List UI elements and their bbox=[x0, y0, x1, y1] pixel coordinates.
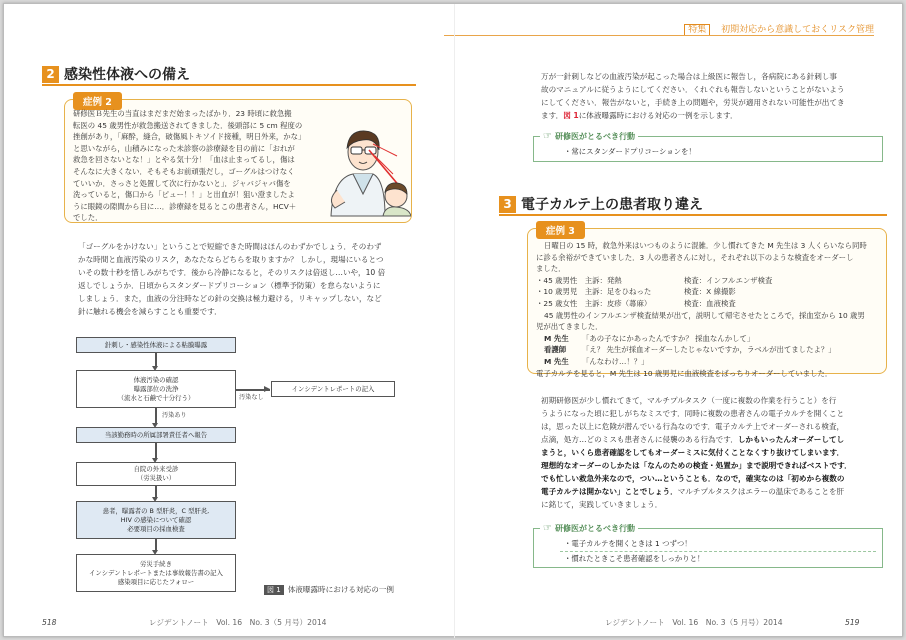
flow-step-exposure bbox=[76, 337, 236, 353]
journal-info: レジデントノート Vol. 16 No. 3（5 月号）2014 bbox=[148, 618, 327, 627]
patient-test: 検査：X 線撮影 bbox=[684, 287, 736, 297]
speaker: M 先生 bbox=[544, 333, 569, 343]
action-heading bbox=[540, 523, 638, 534]
flow-text: 曝露部位の洗浄 bbox=[133, 384, 179, 393]
footer-left bbox=[42, 617, 422, 628]
journal-info: レジデントノート Vol. 16 No. 3（5 月号）2014 bbox=[605, 618, 783, 627]
case-line: 電子カルテを見ると，M 先生は 10 歳男児に血液検査をばっちりオーダーしていました． bbox=[536, 368, 833, 378]
page-number: 519 bbox=[844, 618, 860, 627]
page-number: 518 bbox=[42, 618, 57, 627]
action-item: ・常にスタンダードプリコーションを！ bbox=[564, 147, 696, 156]
case-text bbox=[73, 108, 325, 224]
text-line: に銘じて，実践していきましょう． bbox=[541, 500, 663, 509]
body-paragraph-3 bbox=[541, 394, 885, 511]
action-item: ・電子カルテを開くときは 1 つずつ！ bbox=[564, 539, 692, 548]
section-number: 3 bbox=[499, 196, 516, 213]
text-bold-segment: 電子カルテは開かない」ことでしょう． bbox=[541, 487, 678, 496]
text-bold-segment: しかもいったんオーダーしてし bbox=[737, 435, 845, 444]
speaker: 看護師 bbox=[544, 345, 567, 355]
case-line: うに眼鏡の隙間から目に…．診療録を見るとこの患者さん，HCV＋ bbox=[73, 201, 297, 211]
text-line: 針に触れる機会を減らすことも重要です． bbox=[78, 307, 222, 316]
case-line: ていいか．さっさと処置して次に行かないと」．ジャバジャバ傷を bbox=[73, 178, 291, 188]
text-line bbox=[541, 485, 885, 498]
patient-row bbox=[536, 286, 884, 298]
flow-text: 必要項目の採血検査 bbox=[127, 524, 185, 533]
flow-arrow bbox=[155, 486, 157, 498]
section-title: 感染性体液への備え bbox=[64, 67, 190, 83]
case-line: 45 歳男性のインフルエンザ検査結果が出て，説明して帰宅させたところで，採血室から 10 歳男 bbox=[544, 310, 865, 320]
text-line: かな時間と血液汚染のリスク，あなたならどちらを取りますか？ しかし，現場にいるとつ bbox=[78, 255, 384, 264]
text-line: 万が一針刺しなどの血液汚染が起こった場合は上級医に報告し，各病院にある針刺し事 bbox=[541, 72, 837, 81]
text-line: 故のマニュアルに従うようにしてください．くれぐれも報告しないということがないよう bbox=[541, 85, 845, 94]
flow-step-report-supervisor bbox=[76, 427, 236, 443]
action-box-1 bbox=[533, 131, 883, 162]
flow-text: （流水と石鹸で十分行う） bbox=[117, 393, 195, 402]
action-heading-text: 研修医がとるべき行動 bbox=[554, 524, 635, 533]
text-line: は，思った以上に危険が潜んでいる行為なのです．電子カルテ上でオーダーされる検査， bbox=[541, 422, 845, 431]
pointing-hand-icon: ☞ bbox=[543, 523, 552, 534]
case-text bbox=[536, 240, 884, 379]
patient-desc: ・45 歳男性 主訴：発熱 bbox=[536, 275, 622, 285]
text-line bbox=[541, 109, 881, 122]
text-bold-segment: まうと，いくら患者確認をしてもオーダーミスに気付くことなくすり抜けてしまいます． bbox=[541, 448, 845, 457]
case-box-2 bbox=[64, 99, 412, 223]
flow-arrow bbox=[155, 539, 157, 551]
figure-reference[interactable]: 図 1 bbox=[563, 111, 579, 120]
text-line: うようになった頃に犯しがちなミスです．同時に複数の患者さんの電子カルテを開くこと bbox=[541, 409, 845, 418]
dialog-line bbox=[536, 333, 884, 345]
flow-step-outpatient bbox=[76, 462, 236, 486]
case-box-3 bbox=[527, 226, 887, 378]
footer-right bbox=[605, 617, 885, 628]
flow-text: 患者，曝露者の B 型肝炎，C 型肝炎, bbox=[102, 506, 210, 515]
pointing-hand-icon: ☞ bbox=[543, 131, 552, 142]
case-label: 症例 2 bbox=[73, 92, 122, 110]
action-item: ・慣れたときこそ患者確認をしっかりと！ bbox=[564, 554, 705, 563]
text-line: にしてください．報告がないと，手続き上の問題や，労災が適用されない可能性が出てき bbox=[541, 98, 845, 107]
feature-title: 初期対応から意識しておくリスク管理 bbox=[721, 25, 874, 35]
case-line: そんなに大きくない．そもそもお前頑張だし，ゴーグルはつけなく bbox=[73, 166, 295, 176]
action-heading bbox=[540, 131, 638, 142]
intro-paragraph bbox=[541, 70, 881, 122]
flow-text: 当該勤務時の所属部署責任者へ報告 bbox=[104, 430, 208, 439]
figure-caption bbox=[264, 584, 394, 595]
text-line bbox=[541, 446, 885, 459]
case-line: と思いながら，山積みになった未診察の診療録を目の前に「おれが bbox=[73, 143, 295, 153]
page-left bbox=[4, 4, 454, 638]
text-bold-segment: でも忙しい救急外来なので，つい…ということも．なので，確実なのは「初めから複数の bbox=[541, 474, 845, 483]
section-heading-2 bbox=[42, 64, 190, 84]
section-title: 電子カルテ上の患者取り違え bbox=[521, 197, 703, 213]
action-heading-text: 研修医がとるべき行動 bbox=[554, 132, 635, 141]
flow-text: 感染項目に応じたフォロー bbox=[117, 577, 195, 586]
case-line: に診る余裕ができていました．3 人の患者さんに対し，それぞれ以下のような検査をオーダーし bbox=[536, 252, 854, 262]
flow-text: 自院の外来受診 bbox=[133, 465, 179, 473]
case-line: 挫創があり，「麻酔，縫合，破傷風トキソイド接種，明日外来，かな」 bbox=[73, 132, 306, 142]
flow-label-no-contamination: 汚染なし bbox=[239, 394, 264, 401]
utterance: 「あの子なにかあったんですか？ 採血なんかして」 bbox=[582, 333, 755, 343]
patient-desc: ・25 歳女性 主訴：皮疹（蕁麻） bbox=[536, 298, 652, 308]
flow-text: （労災扱い） bbox=[136, 474, 176, 482]
section-heading-3 bbox=[499, 194, 703, 214]
patient-row bbox=[536, 275, 884, 287]
text-line: 「ゴーグルをかけない」ということで短縮できた時間はほんのわずかでしょう．そのわず bbox=[78, 242, 382, 251]
flow-text: 体液汚染の確認 bbox=[133, 375, 179, 384]
flow-label-contamination: 汚染あり bbox=[162, 412, 187, 419]
text-segment: ます． bbox=[541, 111, 564, 120]
flow-text: インシデントレポートの記入 bbox=[291, 384, 375, 393]
page-right bbox=[454, 4, 904, 638]
flow-arrow bbox=[155, 408, 157, 424]
section-number: 2 bbox=[42, 66, 59, 83]
flow-text: 労災手続き bbox=[140, 559, 172, 568]
text-segment: に体液曝露時における対応の一例を示します． bbox=[578, 111, 738, 120]
text-segment: 点滴，処方…どのミスも患者さんに侵襲のある行為です． bbox=[541, 435, 738, 444]
flow-text: HIV の感染について確認 bbox=[120, 515, 192, 524]
text-line: いその数十秒を惜しみがちです．後から冷静になると，そのリスクは倍返し…いや，10 倍 bbox=[78, 268, 386, 277]
patient-desc: ・10 歳男児 主訴：足をひねった bbox=[536, 287, 652, 297]
case-line: 児が出てきました． bbox=[536, 322, 603, 332]
text-line: しましょう．また，血液の分注時などの針の交換は極力避ける，リキャップしない，など bbox=[78, 294, 382, 303]
case-line: 転医の 45 歳男性が救急搬送されてきました．後頭部に 5 cm 程度の bbox=[73, 120, 303, 130]
flow-text: 針刺し・感染性体液による粘膜曝露 bbox=[104, 340, 208, 349]
flow-step-wash bbox=[76, 370, 236, 408]
patient-test: 検査：インフルエンザ検査 bbox=[684, 275, 773, 285]
section-underline bbox=[42, 84, 416, 86]
patient-row bbox=[536, 298, 884, 310]
case-line: ました． bbox=[536, 264, 566, 274]
case-line: でした． bbox=[73, 213, 103, 223]
flow-step-incident-report bbox=[271, 381, 395, 397]
text-line: 返しでしょうか．日頃からスタンダードプリコーション（標準予防策）を怠らないように bbox=[78, 281, 381, 290]
dialog-line bbox=[536, 356, 884, 368]
action-box-2 bbox=[533, 523, 883, 568]
speaker: M 先生 bbox=[544, 356, 569, 366]
flow-arrow bbox=[155, 353, 157, 367]
dialog-line bbox=[536, 344, 884, 356]
flow-text: インシデントレポートまたは事故報告書の記入 bbox=[89, 568, 223, 577]
text-line bbox=[541, 459, 885, 472]
figure-tag: 図 1 bbox=[264, 585, 284, 595]
text-line bbox=[541, 472, 885, 485]
utterance: 「んなわけ…！？」 bbox=[582, 356, 649, 366]
text-bold-segment: 理想的なオーダーのしかたは「なんのための検査・処置か」まで説明できればベストです． bbox=[541, 461, 852, 470]
flow-step-followup bbox=[76, 554, 236, 592]
case-line: 日曜日の 15 時，救急外来はいつものように混雑．少し慣れてきた M 先生は 3 人くらいなら同時 bbox=[544, 241, 867, 250]
figure-caption-text: 体液曝露時における対応の一例 bbox=[287, 585, 394, 594]
flow-step-blood-test bbox=[76, 501, 236, 539]
case-line: 洗っていると，傷口から「ピュー！！」と出血が！狙い澄ましたよ bbox=[73, 190, 295, 200]
doctor-patient-illustration bbox=[323, 116, 411, 220]
flow-arrow bbox=[155, 443, 157, 459]
journal-spread bbox=[3, 3, 903, 637]
flow-side-arrowhead bbox=[264, 386, 270, 392]
body-paragraph bbox=[78, 240, 424, 318]
text-line: 初期研修医が少し慣れてきて，マルチプルタスク（一度に複数の作業を行うこと）を行 bbox=[541, 396, 837, 405]
patient-test: 検査：血液検査 bbox=[684, 298, 736, 308]
text-line bbox=[541, 433, 885, 446]
case-line: 研修医Ｂ先生の当直はまだまだ始まったばかり．23 時頃に救急搬 bbox=[73, 109, 292, 118]
utterance: 「え？ 先生が採血オーダーしたじゃないですか，ラベルが出てましたよ？」 bbox=[582, 345, 836, 355]
feature-tag: 特集 bbox=[684, 24, 710, 36]
case-line: 救急を回さないとな！」とやる気十分！「血は止まってるし，傷は bbox=[73, 155, 295, 165]
section-underline bbox=[499, 214, 887, 216]
case-label: 症例 3 bbox=[536, 221, 585, 239]
text-segment: マルチプルタスクはエラーの温床であることを肝 bbox=[677, 487, 845, 496]
action-divider bbox=[560, 551, 876, 552]
